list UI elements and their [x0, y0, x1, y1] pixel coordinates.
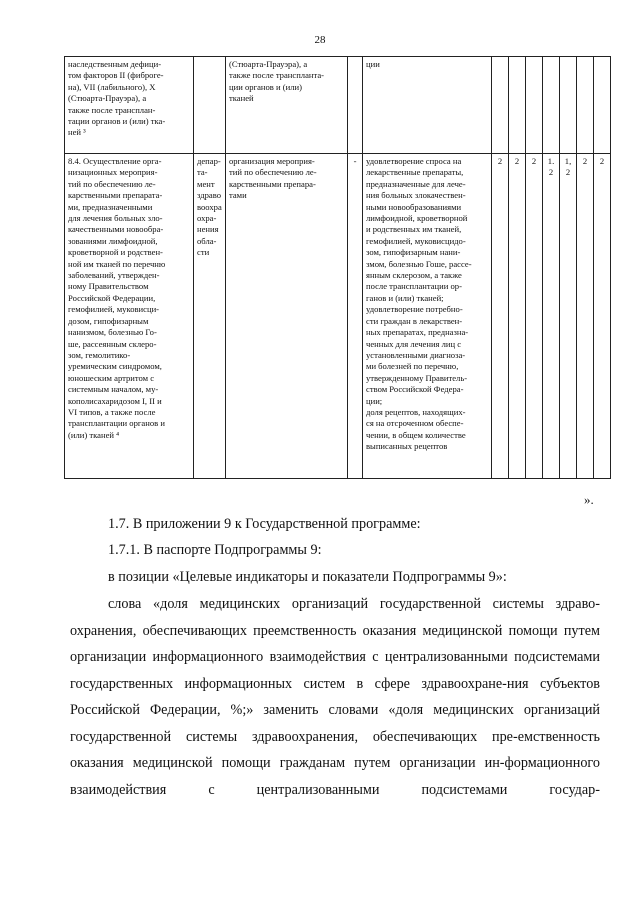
table-cell: - [348, 154, 363, 479]
table-cell [492, 57, 509, 154]
table-cell [560, 57, 577, 154]
table-cell [543, 57, 560, 154]
table-cell: депар- та- мент здраво воохра охра- нения обла- сти [194, 154, 226, 479]
table-row [65, 57, 611, 154]
closing-quote: ». [584, 492, 594, 507]
table-cell: ции [363, 57, 492, 154]
table-cell: удовлетворение спроса на лекарственные препараты, предназначенные для лече- ния больных злокачествен- ными новообразованиями лимфоидной, кроветворной и родственных им тканей, гемофилией, муковисцидо- зом, гипофизарным нани- змом, болезнью Гоше, рассе- янным склерозом, а также после трансплантации ор- ганов и (или) тканей; удовлетворение потребно- сти граждан в лекарствен- ных препаратах, предназна- ченных для лечения лиц с установленными диагноза- ми болезней по перечню, утвержденному Правитель- ством Российской Федера- ции; доля рецептов, находящих- ся на отсроченном обеспе- чении, в общем количестве выписанных рецептов [363, 154, 492, 479]
table-cell [577, 57, 594, 154]
table-cell [194, 57, 226, 154]
table-cell: 1, 2 [560, 154, 577, 479]
table-cell: 2 [492, 154, 509, 479]
program-table [64, 56, 611, 479]
table-cell [509, 57, 526, 154]
table-cell [526, 57, 543, 154]
table-cell: организация мероприя- тий по обеспечению ле- карственными препара- тами [226, 154, 348, 479]
paragraph-position: в позиции «Целевые индикаторы и показатели Подпрограммы 9»: [108, 569, 507, 585]
paragraph-appendix-9: 1.7. В приложении 9 к Государственной программе: [108, 516, 421, 532]
table-cell: 1. 2 [543, 154, 560, 479]
table-cell: 8.4. Осуществление орга- низационных мероприя- тий по обеспечению ле- карственными препарата- ми, предназначенными для лечения больных зло- качественными новообра- зованиями лимфоидной, кроветворной и родствен- ной им тканей по перечню заболеваний, утвержден- ному Правительством Российской Федерации, гемофилией, муковисци- дозом, гипофизарным нанизмом, болезнью Го- ше, рассеянным склеро- зом, гемолитико- уремическим синдромом, юношеским артритом с системным началом, му- кополисахаридозом I, II и VI типов, а также после трансплантации органов и (или) тканей ⁴ [65, 154, 194, 479]
table-cell: 2 [577, 154, 594, 479]
table-cell: 2 [509, 154, 526, 479]
page-number: 28 [314, 34, 326, 46]
table-cell: (Стюарта-Прауэра), а также после транспланта- ции органов и (или) тканей [226, 57, 348, 154]
table-cell [348, 57, 363, 154]
paragraph-passport: 1.7.1. В паспорте Подпрограммы 9: [108, 542, 322, 558]
paragraph-replacement: слова «доля медицинских организаций государственной системы здраво-охранения, обеспечивающих преемственность оказания медицинской помощи путем организации информационного взаимодействия с централизованными подсистемами государственных информационных систем в сфере здравоохране-ния субъектов Российской Федерации, %;» заменить словами «доля медицинских организаций государственной системы здравоохранения, обеспечивающих пре-емственность оказания медицинской помощи гражданам путем организации ин-формационного взаимодействия с централизованными подсистемами государ- [70, 596, 600, 798]
table-cell [594, 57, 611, 154]
table-cell: 2 [594, 154, 611, 479]
table-cell: 2 [526, 154, 543, 479]
table-row [65, 154, 611, 479]
table-cell: наследственным дефици- том факторов II (фиброге- на), VII (лабильного), X (Стюарта-Прауэра), а также после трансплан- тации органов и (или) тка- ней ³ [65, 57, 194, 154]
